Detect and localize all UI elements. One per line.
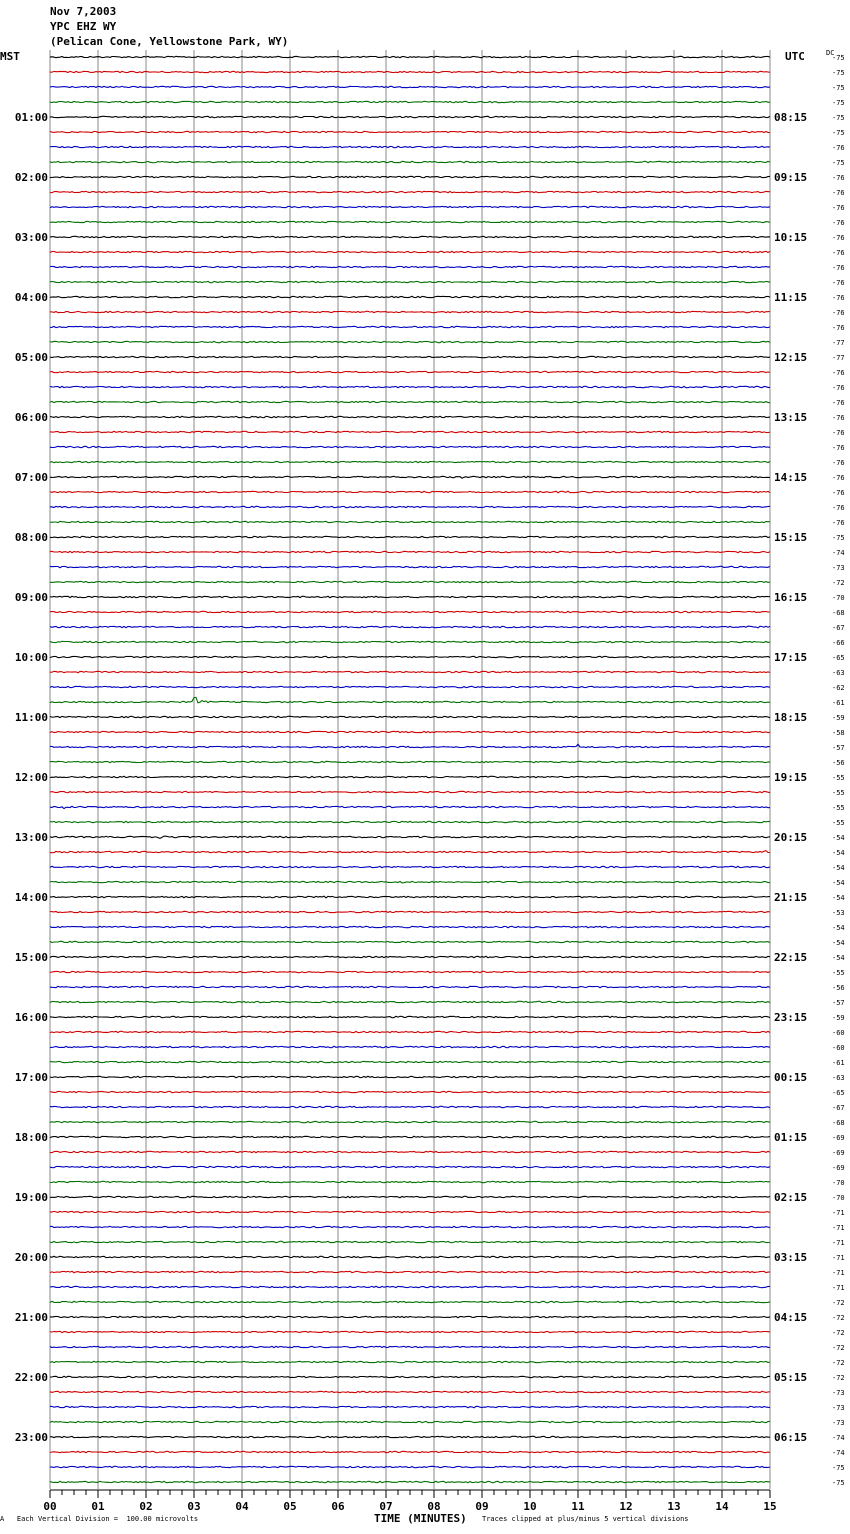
- dc-offset-label: -59: [832, 714, 845, 722]
- dc-offset-label: -73: [832, 1419, 845, 1427]
- dc-offset-label: -71: [832, 1269, 845, 1277]
- right-hour-label: 17:15: [774, 651, 808, 664]
- dc-offset-label: -76: [832, 459, 845, 467]
- dc-offset-label: -76: [832, 294, 845, 302]
- dc-offset-label: -76: [832, 519, 845, 527]
- dc-offset-label: -76: [832, 264, 845, 272]
- x-tick-label: 15: [763, 1500, 777, 1513]
- seismic-trace: [50, 1226, 770, 1227]
- dc-offset-label: -65: [832, 1089, 845, 1097]
- seismic-trace: [50, 161, 770, 162]
- left-timezone-label: MST: [0, 50, 20, 63]
- left-hour-label: 21:00: [14, 1311, 48, 1324]
- seismic-trace: [50, 671, 770, 672]
- dc-offset-label: -75: [832, 534, 845, 542]
- dc-offset-label: -73: [832, 1389, 845, 1397]
- seismic-trace: [50, 1136, 770, 1137]
- dc-offset-header: DC: [826, 49, 835, 57]
- left-hour-label: 12:00: [14, 771, 48, 784]
- seismic-trace: [50, 356, 770, 357]
- seismic-trace: [50, 776, 770, 777]
- right-hour-label: 18:15: [774, 711, 808, 724]
- seismic-trace: [50, 1076, 770, 1077]
- x-tick-label: 00: [43, 1500, 57, 1513]
- right-hour-label: 02:15: [774, 1191, 808, 1204]
- left-hour-label: 15:00: [14, 951, 48, 964]
- dc-offset-label: -70: [832, 1179, 845, 1187]
- dc-offset-label: -72: [832, 1329, 845, 1337]
- seismic-trace: [50, 116, 770, 117]
- dc-offset-label: -62: [832, 684, 845, 692]
- left-hour-label: 11:00: [14, 711, 48, 724]
- dc-offset-label: -72: [832, 1359, 845, 1367]
- seismic-trace: [50, 296, 770, 297]
- left-hour-label: 07:00: [14, 471, 48, 484]
- seismic-trace: [50, 1091, 770, 1092]
- seismic-trace: [50, 1436, 770, 1437]
- dc-offset-label: -75: [832, 69, 845, 77]
- seismic-trace: [50, 1256, 770, 1257]
- left-hour-label: 19:00: [14, 1191, 48, 1204]
- left-hour-label: 02:00: [14, 171, 48, 184]
- seismic-trace: [50, 1346, 770, 1347]
- dc-offset-label: -61: [832, 699, 845, 707]
- dc-offset-label: -68: [832, 1119, 845, 1127]
- dc-offset-label: -63: [832, 669, 845, 677]
- dc-offset-label: -75: [832, 1464, 845, 1472]
- seismic-trace: [50, 1196, 770, 1197]
- seismic-trace: [50, 101, 770, 102]
- right-timezone-label: UTC: [785, 50, 805, 63]
- seismic-trace: [50, 176, 770, 177]
- dc-offset-label: -54: [832, 894, 845, 902]
- seismic-trace: [50, 1406, 770, 1407]
- x-tick-label: 08: [427, 1500, 441, 1513]
- seismic-trace: [50, 236, 770, 237]
- right-hour-label: 20:15: [774, 831, 808, 844]
- x-tick-label: 13: [667, 1500, 681, 1513]
- dc-offset-label: -71: [832, 1254, 845, 1262]
- right-hour-label: 10:15: [774, 231, 808, 244]
- dc-offset-label: -54: [832, 939, 845, 947]
- dc-offset-label: -69: [832, 1134, 845, 1142]
- dc-offset-label: -54: [832, 954, 845, 962]
- seismic-trace: [50, 716, 770, 717]
- left-hour-label: 06:00: [14, 411, 48, 424]
- left-hour-label: 14:00: [14, 891, 48, 904]
- x-tick-label: 02: [139, 1500, 153, 1513]
- dc-offset-label: -60: [832, 1044, 845, 1052]
- seismic-trace: [50, 986, 770, 987]
- seismic-trace: [50, 1106, 770, 1107]
- seismic-trace: [50, 86, 770, 87]
- dc-offset-label: -75: [832, 159, 845, 167]
- seismic-trace: [50, 431, 770, 432]
- left-hour-label: 09:00: [14, 591, 48, 604]
- dc-offset-label: -69: [832, 1164, 845, 1172]
- seismic-trace: [50, 941, 770, 942]
- dc-offset-label: -76: [832, 369, 845, 377]
- seismic-trace: [50, 1166, 770, 1167]
- station-location: (Pelican Cone, Yellowstone Park, WY): [50, 35, 289, 48]
- dc-offset-label: -55: [832, 969, 845, 977]
- right-hour-label: 12:15: [774, 351, 808, 364]
- seismic-trace: [50, 641, 770, 642]
- dc-offset-label: -76: [832, 444, 845, 452]
- seismic-trace: [50, 1286, 770, 1287]
- dc-offset-label: -56: [832, 984, 845, 992]
- left-hour-label: 17:00: [14, 1071, 48, 1084]
- x-tick-label: 06: [331, 1500, 345, 1513]
- dc-offset-label: -70: [832, 1194, 845, 1202]
- dc-offset-label: -54: [832, 879, 845, 887]
- dc-offset-label: -55: [832, 804, 845, 812]
- seismic-trace: [50, 581, 770, 582]
- seismic-trace: [50, 416, 770, 417]
- seismic-trace: [50, 697, 770, 702]
- dc-offset-label: -55: [832, 774, 845, 782]
- dc-offset-label: -58: [832, 729, 845, 737]
- dc-offset-label: -76: [832, 384, 845, 392]
- dc-offset-label: -72: [832, 1299, 845, 1307]
- dc-offset-label: -76: [832, 219, 845, 227]
- seismic-trace: [50, 851, 770, 853]
- dc-offset-label: -76: [832, 474, 845, 482]
- right-hour-label: 11:15: [774, 291, 808, 304]
- dc-offset-label: -75: [832, 99, 845, 107]
- seismic-trace: [50, 131, 770, 132]
- dc-offset-label: -76: [832, 204, 845, 212]
- dc-offset-label: -75: [832, 1479, 845, 1487]
- seismic-trace: [50, 1466, 770, 1467]
- dc-offset-label: -71: [832, 1209, 845, 1217]
- x-tick-label: 05: [283, 1500, 297, 1513]
- right-hour-label: 16:15: [774, 591, 808, 604]
- dc-offset-label: -72: [832, 1374, 845, 1382]
- dc-offset-label: -74: [832, 1434, 845, 1442]
- seismic-trace: [50, 566, 770, 567]
- dc-offset-label: -74: [832, 1449, 845, 1457]
- seismic-trace: [50, 1031, 770, 1032]
- x-tick-label: 09: [475, 1500, 489, 1513]
- dc-offset-label: -60: [832, 1029, 845, 1037]
- dc-offset-label: -53: [832, 909, 845, 917]
- seismic-trace: [50, 1301, 770, 1302]
- dc-offset-label: -70: [832, 594, 845, 602]
- seismic-trace: [50, 1481, 770, 1482]
- seismic-trace: [50, 626, 770, 628]
- dc-offset-label: -76: [832, 144, 845, 152]
- right-hour-label: 14:15: [774, 471, 808, 484]
- x-tick-label: 07: [379, 1500, 393, 1513]
- seismic-trace: [50, 311, 770, 312]
- seismic-trace: [50, 911, 770, 912]
- dc-offset-label: -73: [832, 564, 845, 572]
- left-hour-label: 18:00: [14, 1131, 48, 1144]
- dc-offset-label: -59: [832, 1014, 845, 1022]
- seismic-trace: [50, 506, 770, 507]
- dc-offset-label: -61: [832, 1059, 845, 1067]
- left-hour-label: 05:00: [14, 351, 48, 364]
- seismic-trace: [50, 926, 770, 927]
- chart-date: Nov 7,2003: [50, 5, 117, 18]
- seismic-trace: [50, 281, 770, 282]
- vertical-scale-note: [0, 1515, 198, 1523]
- vertical-division-text: Each Vertical Division = 100.00 microvolts: [16, 1515, 199, 1523]
- seismic-trace: [50, 551, 770, 552]
- seismic-trace: [50, 386, 770, 387]
- dc-offset-label: -55: [832, 819, 845, 827]
- dc-offset-label: -72: [832, 1314, 845, 1322]
- dc-offset-label: -71: [832, 1224, 845, 1232]
- x-tick-label: 03: [187, 1500, 201, 1513]
- seismic-trace: [50, 971, 770, 972]
- right-hour-label: 01:15: [774, 1131, 808, 1144]
- dc-offset-label: -76: [832, 249, 845, 257]
- dc-offset-label: -72: [832, 1344, 845, 1352]
- right-hour-label: 05:15: [774, 1371, 808, 1384]
- seismic-trace: [50, 1361, 770, 1362]
- left-hour-label: 08:00: [14, 531, 48, 544]
- seismic-trace: [50, 56, 770, 57]
- seismic-trace: [50, 896, 770, 898]
- seismic-trace: [50, 1376, 770, 1377]
- left-hour-label: 23:00: [14, 1431, 48, 1444]
- seismic-trace: [50, 491, 770, 493]
- seismic-trace: [50, 686, 770, 687]
- seismic-trace: [50, 521, 770, 522]
- seismic-trace: [50, 744, 770, 747]
- seismic-trace: [50, 1451, 770, 1452]
- seismic-trace: [50, 1001, 770, 1002]
- seismic-trace: [50, 251, 770, 252]
- seismic-trace: [50, 71, 770, 72]
- seismic-trace: [50, 956, 770, 957]
- seismic-trace: [50, 1391, 770, 1392]
- right-hour-label: 13:15: [774, 411, 808, 424]
- dc-offset-label: -76: [832, 189, 845, 197]
- seismic-trace: [50, 206, 770, 207]
- seismic-trace: [50, 1241, 770, 1242]
- dc-offset-label: -67: [832, 624, 845, 632]
- right-hour-label: 08:15: [774, 111, 808, 124]
- left-hour-label: 22:00: [14, 1371, 48, 1384]
- left-hour-label: 10:00: [14, 651, 48, 664]
- seismic-trace: [50, 1181, 770, 1182]
- left-hour-label: 20:00: [14, 1251, 48, 1264]
- x-tick-label: 01: [91, 1500, 105, 1513]
- dc-offset-label: -75: [832, 54, 845, 62]
- dc-offset-label: -76: [832, 234, 845, 242]
- dc-offset-label: -65: [832, 654, 845, 662]
- seismic-trace: [50, 341, 770, 342]
- right-hour-label: 15:15: [774, 531, 808, 544]
- seismic-trace: [50, 401, 770, 402]
- x-tick-label: 10: [523, 1500, 537, 1513]
- dc-offset-label: -54: [832, 849, 845, 857]
- seismic-trace: [50, 1016, 770, 1017]
- dc-offset-label: -71: [832, 1239, 845, 1247]
- dc-offset-label: -69: [832, 1149, 845, 1157]
- dc-offset-label: -77: [832, 339, 845, 347]
- seismic-trace: [50, 806, 770, 808]
- dc-offset-label: -75: [832, 84, 845, 92]
- x-tick-label: 12: [619, 1500, 633, 1513]
- dc-offset-label: -54: [832, 924, 845, 932]
- seismic-trace: [50, 1316, 770, 1317]
- dc-offset-label: -76: [832, 309, 845, 317]
- clipping-note: Traces clipped at plus/minus 5 vertical divisions: [482, 1515, 689, 1523]
- dc-offset-label: -63: [832, 1074, 845, 1082]
- dc-offset-label: -57: [832, 744, 845, 752]
- dc-offset-label: -71: [832, 1284, 845, 1292]
- dc-offset-label: -76: [832, 324, 845, 332]
- dc-offset-label: -76: [832, 279, 845, 287]
- left-hour-label: 03:00: [14, 231, 48, 244]
- seismic-trace: [50, 191, 770, 192]
- dc-offset-label: -73: [832, 1404, 845, 1412]
- seismic-trace: [50, 326, 770, 327]
- dc-offset-label: -76: [832, 414, 845, 422]
- right-hour-label: 23:15: [774, 1011, 808, 1024]
- seismic-trace: [50, 611, 770, 612]
- seismic-trace: [50, 881, 770, 883]
- seismic-trace: [50, 1121, 770, 1122]
- seismic-trace: [50, 656, 770, 657]
- seismic-trace: [50, 731, 770, 732]
- seismic-trace: [50, 596, 770, 597]
- seismic-trace: [50, 761, 770, 762]
- left-hour-label: 01:00: [14, 111, 48, 124]
- right-hour-label: 22:15: [774, 951, 808, 964]
- dc-offset-label: -56: [832, 759, 845, 767]
- right-hour-label: 04:15: [774, 1311, 808, 1324]
- left-hour-label: 04:00: [14, 291, 48, 304]
- seismic-trace: [50, 371, 770, 372]
- seismic-trace: [50, 476, 770, 478]
- right-hour-label: 09:15: [774, 171, 808, 184]
- right-hour-label: 19:15: [774, 771, 808, 784]
- x-tick-label: 04: [235, 1500, 249, 1513]
- dc-offset-label: -76: [832, 429, 845, 437]
- footer-mark: A: [0, 1515, 5, 1523]
- dc-offset-label: -76: [832, 489, 845, 497]
- dc-offset-label: -55: [832, 789, 845, 797]
- dc-offset-label: -54: [832, 864, 845, 872]
- seismic-trace: [50, 821, 770, 822]
- dc-offset-label: -74: [832, 549, 845, 557]
- seismic-trace: [50, 1271, 770, 1272]
- right-hour-label: 00:15: [774, 1071, 808, 1084]
- right-hour-label: 03:15: [774, 1251, 808, 1264]
- seismic-trace: [50, 266, 770, 267]
- seismic-trace: [50, 446, 770, 447]
- x-tick-label: 14: [715, 1500, 729, 1513]
- right-hour-label: 21:15: [774, 891, 808, 904]
- dc-offset-label: -75: [832, 114, 845, 122]
- dc-offset-label: -54: [832, 834, 845, 842]
- seismic-trace: [50, 1151, 770, 1152]
- seismic-trace: [50, 221, 770, 222]
- dc-offset-label: -68: [832, 609, 845, 617]
- seismic-trace: [50, 836, 770, 838]
- dc-offset-label: -72: [832, 579, 845, 587]
- dc-offset-label: -77: [832, 354, 845, 362]
- left-hour-label: 16:00: [14, 1011, 48, 1024]
- dc-offset-label: -66: [832, 639, 845, 647]
- dc-offset-label: -67: [832, 1104, 845, 1112]
- seismic-trace: [50, 1331, 770, 1332]
- seismic-trace: [50, 866, 770, 867]
- dc-offset-label: -76: [832, 174, 845, 182]
- dc-offset-label: -76: [832, 399, 845, 407]
- seismic-trace: [50, 1046, 770, 1047]
- seismic-trace: [50, 1211, 770, 1212]
- seismic-trace: [50, 1421, 770, 1422]
- seismic-trace: [50, 1061, 770, 1062]
- x-axis-title: TIME (MINUTES): [374, 1512, 467, 1525]
- seismic-trace: [50, 791, 770, 792]
- dc-offset-label: -75: [832, 129, 845, 137]
- seismic-trace: [50, 461, 770, 462]
- left-hour-label: 13:00: [14, 831, 48, 844]
- seismic-trace: [50, 536, 770, 537]
- dc-offset-label: -76: [832, 504, 845, 512]
- station-code: YPC EHZ WY: [50, 20, 117, 33]
- right-hour-label: 06:15: [774, 1431, 808, 1444]
- dc-offset-label: -57: [832, 999, 845, 1007]
- seismic-trace: [50, 146, 770, 147]
- x-tick-label: 11: [571, 1500, 585, 1513]
